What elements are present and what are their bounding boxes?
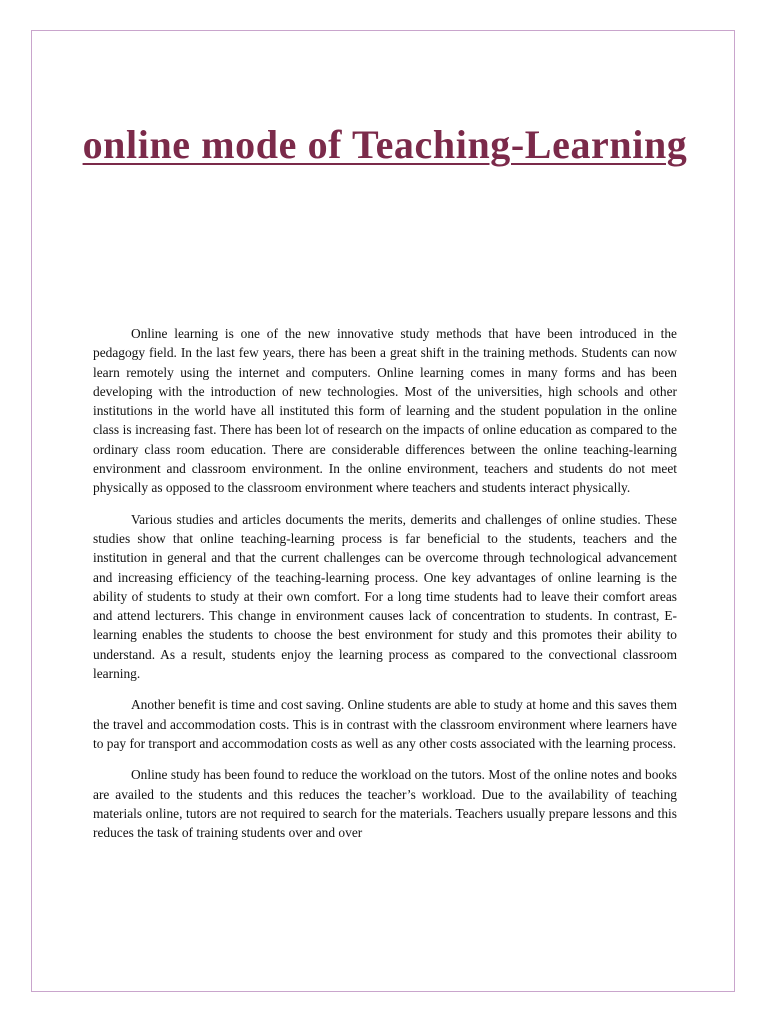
document-body: [93, 324, 677, 854]
paragraph-2: Various studies and articles documents the merits, demerits and challenges of online studies. These studies show that online teaching-learning process is far beneficial to the students, teachers and the institution in general and that the current challenges can be overcome through technological advancement and increasing efficiency of the teaching-learning process. One key advantages of online learning is the ability of students to study at their own comfort. For a long time students had to leave their comfort areas and attend lecturers. This change in environment causes lack of concentration to students. In contrast, E-learning enables the students to choose the best environment for study and this promotes their ability to understand. As a result, students enjoy the learning process as compared to the convectional classroom learning.: [93, 511, 677, 682]
paragraph-4: Online study has been found to reduce the workload on the tutors. Most of the online notes and books are availed to the students and this reduces the teacher’s workload. Due to the availability of teaching materials online, tutors are not required to search for the materials. Teachers usually prepare lessons and this reduces the task of training students over and over: [93, 767, 677, 841]
paragraph-1: Online learning is one of the new innovative study methods that have been introduced in the pedagogy field. In the last few years, there has been a great shift in the training methods. Students can now learn remotely using the internet and computers. Online learning comes in many forms and has been developing with the introduction of new technologies. Most of the universities, high schools and other institutions in the world have all instituted this form of learning and the student population in the online class is increasing fast. There has been lot of research on the impacts of online education as compared to the ordinary class room education. There are considerable differences between the online teaching-learning environment and classroom environment. In the online environment, teachers and students do not meet physically as opposed to the classroom environment where teachers and students interact physically.: [93, 326, 677, 496]
document-title: online mode of Teaching-Learning: [82, 122, 688, 167]
paragraph-3: Another benefit is time and cost saving. Online students are able to study at home and this saves them the travel and accommodation costs. This is in contrast with the classroom environment where learners have to pay for transport and accommodation costs as well as any other costs associated with the learning process.: [93, 697, 677, 751]
